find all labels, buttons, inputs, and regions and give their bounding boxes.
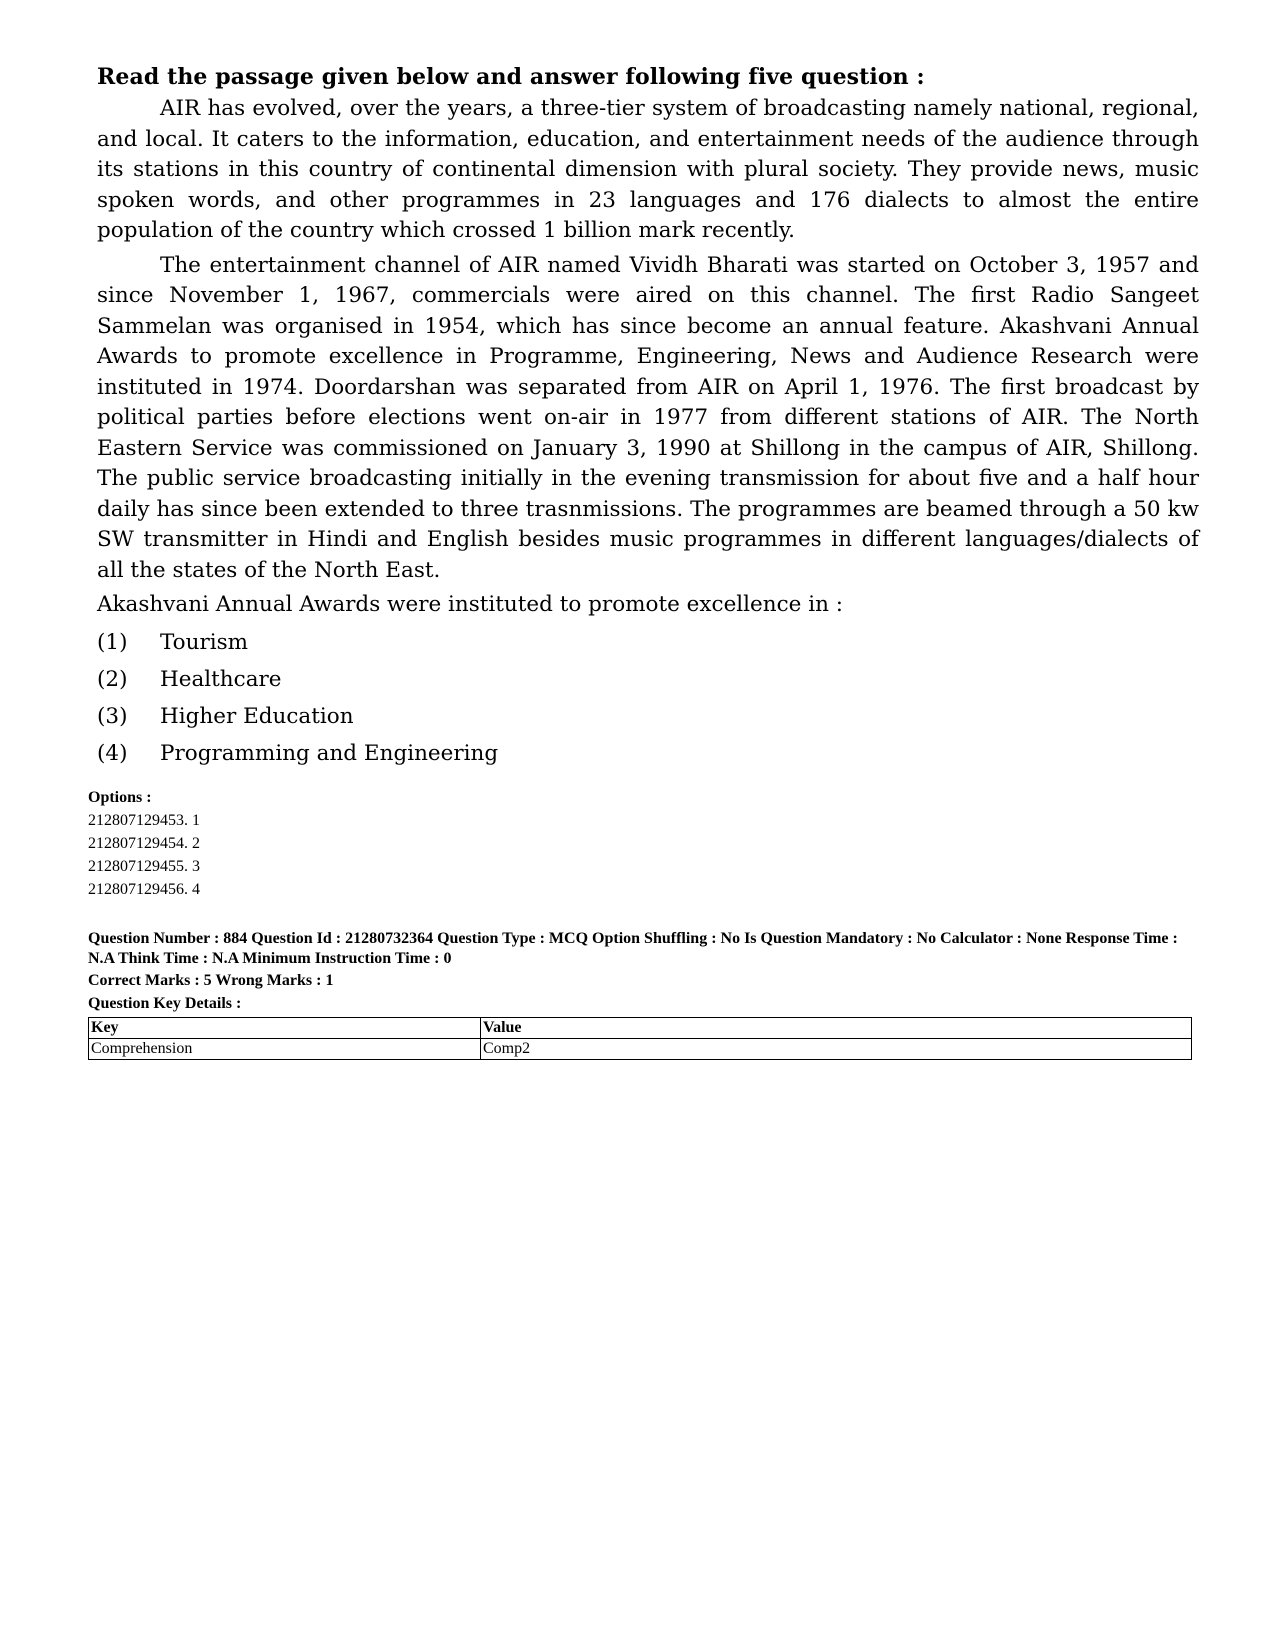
choice-number: (1)	[97, 630, 128, 655]
options-label: Options :	[88, 789, 152, 806]
passage-section	[97, 62, 1199, 772]
option-id-line: 212807129454. 2	[88, 835, 200, 852]
choice-number: (2)	[97, 667, 128, 692]
passage-heading: Read the passage given below and answer following five question :	[97, 64, 925, 90]
table-header-value: Value	[481, 1018, 1192, 1039]
key-details-label: Question Key Details :	[88, 995, 242, 1012]
marks-info: Correct Marks : 5 Wrong Marks : 1	[88, 972, 334, 989]
passage-paragraph-2: The entertainment channel of AIR named Vividh Bharati was started on October 3, 1957 and since November 1, 1967, commercials were aired on this channel. The first Radio Sangeet Sammelan was organised in 1954, which has since become an annual feature. Akashvani Annual Awards to promote excellence in Programme, Engineering, News and Audience Research were instituted in 1974. Doordarshan was separated from AIR on April 1, 1976. The first broadcast by political parties before elections went on-air in 1977 from different stations of AIR. The North Eastern Service was commissioned on January 3, 1990 at Shillong in the campus of AIR, Shillong. The public service broadcasting initially in the evening transmission for about five and a half hour daily has since been extended to three trasnmissions. The programmes are beamed through a 50 kw SW transmitter in Hindi and English besides music programmes in different languages/dialects of all the states of the North East.	[97, 252, 1199, 583]
passage-paragraph-1: AIR has evolved, over the years, a three-tier system of broadcasting namely national, regional, and local. It caters to the information, education, and entertainment needs of the audience through its stations in this country of continental dimension with plural society. They provide news, music spoken words, and other programmes in 23 languages and 176 dialects to almost the entire population of the country which crossed 1 billion mark recently.	[97, 96, 1199, 243]
option-id-line: 212807129453. 1	[88, 812, 200, 829]
choice-item	[97, 661, 1199, 698]
choice-item	[97, 735, 1199, 772]
choice-number: (3)	[97, 704, 128, 729]
question-text: Akashvani Annual Awards were instituted to promote excellence in :	[97, 592, 844, 617]
choice-text: Programming and Engineering	[160, 741, 499, 766]
choice-number: (4)	[97, 741, 128, 766]
choice-item	[97, 698, 1199, 735]
table-cell-value: Comp2	[481, 1039, 1192, 1060]
choice-text: Tourism	[160, 630, 249, 655]
option-id-line: 212807129456. 4	[88, 881, 200, 898]
choice-text: Higher Education	[160, 704, 354, 729]
key-details-table	[88, 1017, 1192, 1060]
table-cell-key: Comprehension	[89, 1039, 481, 1060]
choice-item	[97, 624, 1199, 661]
option-id-line: 212807129455. 3	[88, 858, 200, 875]
question-info: Question Number : 884 Question Id : 21280732364 Question Type : MCQ Option Shuffling : No Is Question Mandatory : No Calculator : None Response Time : N.A Think Time : N.A Minimum Instruction Time : 0	[88, 930, 1178, 967]
table-row	[89, 1039, 1192, 1060]
choice-text: Healthcare	[160, 667, 282, 692]
table-header-key: Key	[89, 1018, 481, 1039]
table-header-row	[89, 1018, 1192, 1039]
metadata-section	[88, 786, 1198, 1060]
